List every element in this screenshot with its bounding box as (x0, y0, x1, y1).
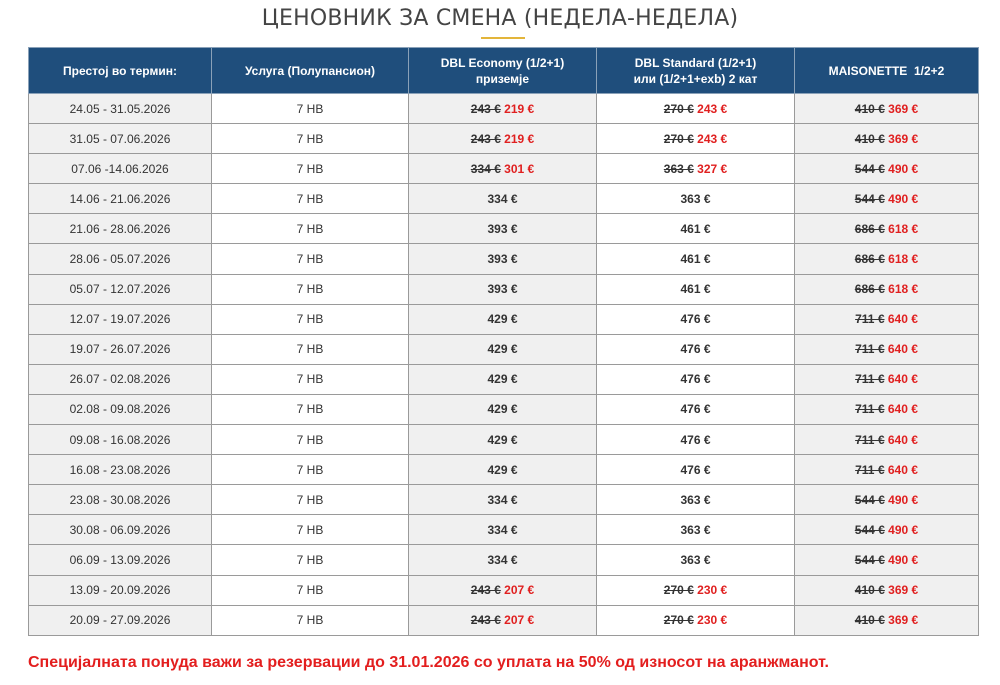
standard-price-cell (597, 124, 795, 154)
service-cell: 7 HB (212, 515, 409, 545)
table-row (29, 244, 979, 274)
old-price: 711 € (855, 372, 885, 387)
price: 334 € (487, 492, 518, 507)
economy-price-cell (409, 364, 597, 394)
price: 429 € (487, 432, 518, 447)
table-row (29, 394, 979, 424)
discount-price: 490 € (888, 492, 919, 507)
period-cell: 12.07 - 19.07.2026 (29, 304, 212, 334)
price: 476 € (680, 342, 711, 357)
table-row (29, 154, 979, 184)
service-cell: 7 HB (212, 184, 409, 214)
header-service: Услуга (Полупансион) (212, 48, 409, 94)
special-offer-note: Специјалната понуда важи за резервации до 31.01.2026 со уплата на 50% од износот на аранжманот. (28, 654, 829, 671)
header-dbl-economy: DBL Economy (1/2+1) приземје (409, 48, 597, 94)
discount-price: 618 € (888, 252, 919, 267)
old-price: 544 € (854, 552, 885, 567)
old-price: 711 € (855, 342, 885, 357)
service-cell: 7 HB (212, 214, 409, 244)
old-price: 544 € (854, 161, 885, 176)
price: 476 € (680, 462, 711, 477)
maisonette-price-cell (795, 545, 979, 575)
discount-price: 640 € (887, 402, 918, 417)
price: 334 € (487, 191, 518, 206)
economy-price-cell (409, 94, 597, 124)
period-cell: 06.09 - 13.09.2026 (29, 545, 212, 575)
old-price: 270 € (663, 101, 694, 116)
discount-price: 640 € (887, 342, 918, 357)
service-cell: 7 HB (212, 364, 409, 394)
old-price: 334 € (470, 161, 501, 176)
period-cell: 31.05 - 07.06.2026 (29, 124, 212, 154)
maisonette-price-cell (795, 515, 979, 545)
price: 476 € (680, 372, 711, 387)
standard-price-cell (597, 545, 795, 575)
discount-price: 369 € (888, 613, 919, 628)
price-table (28, 47, 979, 636)
price: 461 € (680, 282, 711, 297)
service-cell: 7 HB (212, 575, 409, 605)
old-price: 686 € (854, 221, 885, 236)
standard-price-cell (597, 485, 795, 515)
price: 334 € (487, 552, 518, 567)
discount-price: 301 € (504, 161, 535, 176)
discount-price: 640 € (887, 462, 918, 477)
standard-price-cell (597, 214, 795, 244)
discount-price: 327 € (697, 161, 728, 176)
table-row (29, 485, 979, 515)
standard-price-cell (597, 244, 795, 274)
price: 363 € (680, 492, 711, 507)
period-cell: 19.07 - 26.07.2026 (29, 334, 212, 364)
old-price: 686 € (854, 252, 885, 267)
standard-price-cell (597, 394, 795, 424)
maisonette-price-cell (795, 334, 979, 364)
discount-price: 490 € (888, 191, 919, 206)
table-body (29, 94, 979, 636)
old-price: 243 € (470, 583, 501, 598)
old-price: 711 € (855, 402, 885, 417)
standard-price-cell (597, 184, 795, 214)
header-maisonette: MAISONETTE 1/2+2 (795, 48, 979, 94)
price: 429 € (487, 312, 518, 327)
old-price: 544 € (854, 522, 885, 537)
old-price: 711 € (855, 432, 885, 447)
discount-price: 490 € (888, 522, 919, 537)
discount-price: 490 € (888, 552, 919, 567)
price: 429 € (487, 342, 518, 357)
discount-price: 369 € (888, 101, 919, 116)
economy-price-cell (409, 605, 597, 635)
price: 393 € (487, 221, 518, 236)
discount-price: 219 € (504, 101, 535, 116)
discount-price: 490 € (888, 161, 919, 176)
price: 429 € (487, 402, 518, 417)
economy-price-cell (409, 455, 597, 485)
service-cell: 7 HB (212, 485, 409, 515)
price: 476 € (680, 312, 711, 327)
old-price: 410 € (854, 101, 885, 116)
service-cell: 7 HB (212, 425, 409, 455)
standard-price-cell (597, 575, 795, 605)
standard-price-cell (597, 334, 795, 364)
economy-price-cell (409, 515, 597, 545)
period-cell: 02.08 - 09.08.2026 (29, 394, 212, 424)
period-cell: 16.08 - 23.08.2026 (29, 455, 212, 485)
service-cell: 7 HB (212, 124, 409, 154)
discount-price: 219 € (504, 131, 535, 146)
price: 461 € (680, 252, 711, 267)
economy-price-cell (409, 214, 597, 244)
old-price: 243 € (470, 131, 501, 146)
maisonette-price-cell (795, 184, 979, 214)
table-row (29, 214, 979, 244)
service-cell: 7 HB (212, 545, 409, 575)
period-cell: 14.06 - 21.06.2026 (29, 184, 212, 214)
old-price: 686 € (854, 282, 885, 297)
standard-price-cell (597, 154, 795, 184)
table-row (29, 545, 979, 575)
discount-price: 243 € (697, 131, 728, 146)
discount-price: 640 € (887, 312, 918, 327)
standard-price-cell (597, 425, 795, 455)
maisonette-price-cell (795, 485, 979, 515)
maisonette-price-cell (795, 394, 979, 424)
price: 363 € (680, 552, 711, 567)
discount-price: 243 € (697, 101, 728, 116)
service-cell: 7 HB (212, 334, 409, 364)
table-row (29, 304, 979, 334)
discount-price: 369 € (888, 131, 919, 146)
table-row (29, 364, 979, 394)
service-cell: 7 HB (212, 605, 409, 635)
old-price: 410 € (854, 613, 885, 628)
maisonette-price-cell (795, 455, 979, 485)
economy-price-cell (409, 425, 597, 455)
maisonette-price-cell (795, 94, 979, 124)
period-cell: 26.07 - 02.08.2026 (29, 364, 212, 394)
maisonette-price-cell (795, 214, 979, 244)
service-cell: 7 HB (212, 455, 409, 485)
maisonette-price-cell (795, 605, 979, 635)
maisonette-price-cell (795, 304, 979, 334)
maisonette-price-cell (795, 244, 979, 274)
economy-price-cell (409, 545, 597, 575)
period-cell: 24.05 - 31.05.2026 (29, 94, 212, 124)
price: 393 € (487, 252, 518, 267)
economy-price-cell (409, 274, 597, 304)
period-cell: 30.08 - 06.09.2026 (29, 515, 212, 545)
table-row (29, 455, 979, 485)
period-cell: 05.07 - 12.07.2026 (29, 274, 212, 304)
table-row (29, 334, 979, 364)
header-dbl-standard: DBL Standard (1/2+1) или (1/2+1+exb) 2 кат (597, 48, 795, 94)
period-cell: 23.08 - 30.08.2026 (29, 485, 212, 515)
service-cell: 7 HB (212, 394, 409, 424)
table-row (29, 425, 979, 455)
old-price: 243 € (470, 613, 501, 628)
economy-price-cell (409, 334, 597, 364)
header-period: Престој во термин: (29, 48, 212, 94)
period-cell: 28.06 - 05.07.2026 (29, 244, 212, 274)
price: 429 € (487, 462, 518, 477)
old-price: 544 € (854, 191, 885, 206)
service-cell: 7 HB (212, 244, 409, 274)
discount-price: 369 € (888, 583, 919, 598)
title-underline-decoration (481, 37, 525, 39)
period-cell: 20.09 - 27.09.2026 (29, 605, 212, 635)
table-row (29, 515, 979, 545)
discount-price: 230 € (697, 583, 728, 598)
standard-price-cell (597, 455, 795, 485)
standard-price-cell (597, 304, 795, 334)
price: 461 € (680, 221, 711, 236)
period-cell: 13.09 - 20.09.2026 (29, 575, 212, 605)
discount-price: 640 € (887, 372, 918, 387)
service-cell: 7 HB (212, 154, 409, 184)
table-row (29, 94, 979, 124)
old-price: 270 € (663, 613, 694, 628)
price: 393 € (487, 282, 518, 297)
price: 429 € (487, 372, 518, 387)
old-price: 544 € (854, 492, 885, 507)
discount-price: 207 € (504, 583, 535, 598)
price: 334 € (487, 522, 518, 537)
standard-price-cell (597, 515, 795, 545)
service-cell: 7 HB (212, 274, 409, 304)
economy-price-cell (409, 124, 597, 154)
economy-price-cell (409, 304, 597, 334)
discount-price: 618 € (888, 282, 919, 297)
table-row (29, 605, 979, 635)
economy-price-cell (409, 394, 597, 424)
maisonette-price-cell (795, 364, 979, 394)
economy-price-cell (409, 244, 597, 274)
table-header-row (29, 48, 979, 94)
price: 476 € (680, 432, 711, 447)
period-cell: 09.08 - 16.08.2026 (29, 425, 212, 455)
old-price: 243 € (470, 101, 501, 116)
price: 476 € (680, 402, 711, 417)
discount-price: 207 € (504, 613, 535, 628)
table-row (29, 124, 979, 154)
old-price: 270 € (663, 583, 694, 598)
economy-price-cell (409, 575, 597, 605)
discount-price: 640 € (887, 432, 918, 447)
old-price: 410 € (854, 583, 885, 598)
period-cell: 21.06 - 28.06.2026 (29, 214, 212, 244)
service-cell: 7 HB (212, 94, 409, 124)
service-cell: 7 HB (212, 304, 409, 334)
economy-price-cell (409, 485, 597, 515)
standard-price-cell (597, 274, 795, 304)
discount-price: 230 € (697, 613, 728, 628)
maisonette-price-cell (795, 124, 979, 154)
maisonette-price-cell (795, 154, 979, 184)
page-title: ЦЕНОВНИК ЗА СМЕНА (НЕДЕЛА-НЕДЕЛА) (261, 6, 739, 31)
old-price: 410 € (854, 131, 885, 146)
old-price: 711 € (855, 462, 885, 477)
maisonette-price-cell (795, 575, 979, 605)
table-row (29, 274, 979, 304)
maisonette-price-cell (795, 274, 979, 304)
table-row (29, 184, 979, 214)
period-cell: 07.06 -14.06.2026 (29, 154, 212, 184)
standard-price-cell (597, 94, 795, 124)
standard-price-cell (597, 364, 795, 394)
old-price: 270 € (663, 131, 694, 146)
economy-price-cell (409, 154, 597, 184)
economy-price-cell (409, 184, 597, 214)
table-row (29, 575, 979, 605)
price: 363 € (680, 191, 711, 206)
price: 363 € (680, 522, 711, 537)
discount-price: 618 € (888, 221, 919, 236)
standard-price-cell (597, 605, 795, 635)
old-price: 363 € (663, 161, 694, 176)
maisonette-price-cell (795, 425, 979, 455)
old-price: 711 € (855, 312, 885, 327)
